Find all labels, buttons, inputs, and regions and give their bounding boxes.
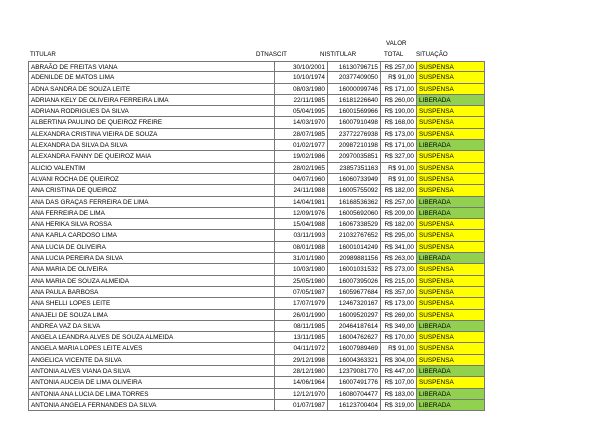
table-row[interactable] [28, 185, 485, 196]
cell-valor-total[interactable]: R$ 190,00 [380, 106, 416, 117]
cell-valor-total[interactable]: R$ 182,00 [380, 219, 416, 230]
cell-valor-total[interactable]: R$ 91,00 [380, 72, 416, 83]
header-dtnascit: DTNASCIT [256, 51, 287, 58]
cell-dtnascit[interactable]: 28/12/1980 [274, 366, 327, 377]
table-row[interactable] [28, 129, 485, 140]
cell-situacao[interactable]: SUSPENSA [416, 117, 485, 128]
table-row[interactable] [28, 208, 485, 219]
table-row[interactable] [28, 276, 485, 287]
cell-nistitular[interactable]: 16130796715 [327, 61, 380, 72]
table-row[interactable] [28, 151, 485, 162]
cell-situacao[interactable]: SUSPENSA [416, 84, 485, 95]
cell-valor-total[interactable]: R$ 171,00 [380, 140, 416, 151]
cell-situacao[interactable]: LIBERADA [416, 321, 485, 332]
cell-titular[interactable]: ANA MARIA DE SOUZA ALMEIDA [28, 276, 274, 287]
cell-valor-total[interactable]: R$ 257,00 [380, 197, 416, 208]
cell-titular[interactable]: ALEXANDRA CRISTINA VIEIRA DE SOUZA [28, 129, 274, 140]
cell-situacao[interactable]: SUSPENSA [416, 219, 485, 230]
table-row[interactable] [28, 163, 485, 174]
cell-valor-total[interactable]: R$ 173,00 [380, 129, 416, 140]
cell-valor-total[interactable]: R$ 91,00 [380, 343, 416, 354]
cell-valor-total[interactable]: R$ 349,00 [380, 321, 416, 332]
cell-valor-total[interactable]: R$ 447,00 [380, 366, 416, 377]
table-row[interactable] [28, 140, 485, 151]
cell-titular[interactable]: ANTONIA ALVES VIANA DA SILVA [28, 366, 274, 377]
cell-nistitular[interactable]: 20987210198 [327, 140, 380, 151]
cell-titular[interactable]: ANA SHELLI LOPES LEITE [28, 298, 274, 309]
cell-dtnascit[interactable]: 26/01/1990 [274, 310, 327, 321]
cell-situacao[interactable]: SUSPENSA [416, 298, 485, 309]
cell-dtnascit[interactable]: 31/01/1980 [274, 253, 327, 264]
cell-situacao[interactable]: SUSPENSA [416, 129, 485, 140]
cell-situacao[interactable]: SUSPENSA [416, 355, 485, 366]
cell-valor-total[interactable]: R$ 341,00 [380, 242, 416, 253]
table-row[interactable] [28, 264, 485, 275]
cell-titular[interactable]: ADRIANA KELY DE OLIVEIRA FERREIRA LIMA [28, 95, 274, 106]
cell-dtnascit[interactable]: 28/07/1985 [274, 129, 327, 140]
table-row[interactable] [28, 117, 485, 128]
cell-nistitular[interactable]: 16060733949 [327, 174, 380, 185]
cell-valor-total[interactable]: R$ 304,00 [380, 355, 416, 366]
cell-nistitular[interactable]: 16001014249 [327, 242, 380, 253]
cell-nistitular[interactable]: 16168536362 [327, 197, 380, 208]
cell-nistitular[interactable]: 16005692060 [327, 208, 380, 219]
cell-valor-total[interactable]: R$ 107,00 [380, 377, 416, 388]
cell-nistitular[interactable]: 16123700404 [327, 400, 380, 411]
table-row[interactable] [28, 219, 485, 230]
cell-situacao[interactable]: SUSPENSA [416, 377, 485, 388]
cell-titular[interactable]: ALBERTINA PAULINO DE QUEIROZ FREIRE [28, 117, 274, 128]
cell-dtnascit[interactable]: 30/10/2001 [274, 61, 327, 72]
table-row[interactable] [28, 298, 485, 309]
cell-nistitular[interactable]: 16067338529 [327, 219, 380, 230]
cell-nistitular[interactable]: 16007491776 [327, 377, 380, 388]
cell-titular[interactable]: ANTONIA ANGELA FERNANDES DA SILVA [28, 400, 274, 411]
cell-titular[interactable]: ANTONIA AUCEIA DE LIMA OLIVEIRA [28, 377, 274, 388]
table-row[interactable] [28, 355, 485, 366]
cell-situacao[interactable]: LIBERADA [416, 400, 485, 411]
cell-valor-total[interactable]: R$ 263,00 [380, 253, 416, 264]
cell-dtnascit[interactable]: 13/11/1985 [274, 332, 327, 343]
table-row[interactable] [28, 287, 485, 298]
cell-dtnascit[interactable]: 05/04/1995 [274, 106, 327, 117]
cell-nistitular[interactable]: 16080704477 [327, 389, 380, 400]
cell-valor-total[interactable]: R$ 168,00 [380, 117, 416, 128]
cell-titular[interactable]: ALVANI ROCHA DE QUEIROZ [28, 174, 274, 185]
cell-situacao[interactable]: SUSPENSA [416, 185, 485, 196]
cell-dtnascit[interactable]: 12/09/1976 [274, 208, 327, 219]
cell-titular[interactable]: ANAJELI DE SOUZA LIMA [28, 310, 274, 321]
cell-valor-total[interactable]: R$ 182,00 [380, 185, 416, 196]
cell-valor-total[interactable]: R$ 273,00 [380, 264, 416, 275]
cell-dtnascit[interactable]: 01/07/1987 [274, 400, 327, 411]
cell-nistitular[interactable]: 16007910498 [327, 117, 380, 128]
table-row[interactable] [28, 321, 485, 332]
cell-nistitular[interactable]: 16009520297 [327, 310, 380, 321]
header-titular: TITULAR [30, 51, 56, 58]
cell-situacao[interactable]: SUSPENSA [416, 310, 485, 321]
cell-valor-total[interactable]: R$ 357,00 [380, 287, 416, 298]
cell-nistitular[interactable]: 12467320167 [327, 298, 380, 309]
table-row[interactable] [28, 343, 485, 354]
cell-nistitular[interactable]: 16059677684 [327, 287, 380, 298]
cell-valor-total[interactable]: R$ 173,00 [380, 298, 416, 309]
cell-situacao[interactable]: SUSPENSA [416, 343, 485, 354]
cell-nistitular[interactable]: 20464187614 [327, 321, 380, 332]
cell-titular[interactable]: ALEXANDRA FANNY DE QUEIROZ MAIA [28, 151, 274, 162]
cell-titular[interactable]: ADNA SANDRA DE SOUZA LEITE [28, 84, 274, 95]
cell-situacao[interactable]: SUSPENSA [416, 72, 485, 83]
table-row[interactable] [28, 174, 485, 185]
cell-dtnascit[interactable]: 10/03/1980 [274, 264, 327, 275]
cell-valor-total[interactable]: R$ 183,00 [380, 389, 416, 400]
cell-nistitular[interactable]: 16001031532 [327, 264, 380, 275]
table-row[interactable] [28, 253, 485, 264]
cell-situacao[interactable]: LIBERADA [416, 253, 485, 264]
table-row[interactable] [28, 61, 485, 72]
cell-situacao[interactable]: LIBERADA [416, 389, 485, 400]
table-row[interactable] [28, 95, 485, 106]
cell-situacao[interactable]: LIBERADA [416, 208, 485, 219]
cell-titular[interactable]: ANGELICA VICENTE DA SILVA [28, 355, 274, 366]
cell-nistitular[interactable]: 16000099746 [327, 84, 380, 95]
cell-situacao[interactable]: SUSPENSA [416, 174, 485, 185]
cell-valor-total[interactable]: R$ 91,00 [380, 174, 416, 185]
table-row[interactable] [28, 400, 485, 411]
table-row[interactable] [28, 230, 485, 241]
cell-dtnascit[interactable]: 10/10/1974 [274, 72, 327, 83]
table-row[interactable] [28, 197, 485, 208]
cell-situacao[interactable]: SUSPENSA [416, 230, 485, 241]
cell-situacao[interactable]: SUSPENSA [416, 151, 485, 162]
cell-dtnascit[interactable]: 07/05/1987 [274, 287, 327, 298]
cell-titular[interactable]: ANGELA LEANDRA ALVES DE SOUZA ALMEIDA [28, 332, 274, 343]
cell-situacao[interactable]: LIBERADA [416, 140, 485, 151]
cell-nistitular[interactable]: 16001569966 [327, 106, 380, 117]
cell-dtnascit[interactable]: 14/06/1964 [274, 377, 327, 388]
cell-dtnascit[interactable]: 15/04/1988 [274, 219, 327, 230]
cell-nistitular[interactable]: 16005755092 [327, 185, 380, 196]
cell-dtnascit[interactable]: 14/04/1981 [274, 197, 327, 208]
cell-situacao[interactable]: SUSPENSA [416, 242, 485, 253]
cell-situacao[interactable]: SUSPENSA [416, 332, 485, 343]
cell-nistitular[interactable]: 20377409050 [327, 72, 380, 83]
table-row[interactable] [28, 84, 485, 95]
cell-situacao[interactable]: LIBERADA [416, 95, 485, 106]
cell-titular[interactable]: ADENILDE DE MATOS LIMA [28, 72, 274, 83]
table-row[interactable] [28, 242, 485, 253]
cell-nistitular[interactable]: 12379081770 [327, 366, 380, 377]
cell-nistitular[interactable]: 16004363321 [327, 355, 380, 366]
cell-titular[interactable]: ALICIO VALENTIM [28, 163, 274, 174]
cell-nistitular[interactable]: 16181226640 [327, 95, 380, 106]
cell-nistitular[interactable]: 16007395026 [327, 276, 380, 287]
cell-dtnascit[interactable]: 04/11/1972 [274, 343, 327, 354]
cell-dtnascit[interactable]: 08/01/1988 [274, 242, 327, 253]
cell-titular[interactable]: ANA KARLA CARDOSO LIMA [28, 230, 274, 241]
cell-nistitular[interactable]: 16004762627 [327, 332, 380, 343]
cell-dtnascit[interactable]: 22/11/1985 [274, 95, 327, 106]
cell-valor-total[interactable]: R$ 209,00 [380, 208, 416, 219]
cell-valor-total[interactable]: R$ 260,00 [380, 95, 416, 106]
cell-dtnascit[interactable]: 04/07/1960 [274, 174, 327, 185]
cell-dtnascit[interactable]: 25/05/1980 [274, 276, 327, 287]
table-row[interactable] [28, 72, 485, 83]
header-valor: VALOR [386, 40, 407, 47]
cell-dtnascit[interactable]: 01/02/1977 [274, 140, 327, 151]
cell-dtnascit[interactable]: 28/02/1965 [274, 163, 327, 174]
cell-dtnascit[interactable]: 29/12/1998 [274, 355, 327, 366]
cell-titular[interactable]: ANA MARIA DE OLIVEIRA [28, 264, 274, 275]
cell-valor-total[interactable]: R$ 170,00 [380, 332, 416, 343]
cell-titular[interactable]: ANA LUCIA PEREIRA DA SILVA [28, 253, 274, 264]
table-row[interactable] [28, 106, 485, 117]
cell-nistitular[interactable]: 20970035851 [327, 151, 380, 162]
cell-situacao[interactable]: LIBERADA [416, 366, 485, 377]
cell-situacao[interactable]: SUSPENSA [416, 106, 485, 117]
cell-titular[interactable]: ANA LUCIA DE OLIVEIRA [28, 242, 274, 253]
cell-titular[interactable]: ANA DAS GRAÇAS FERREIRA DE LIMA [28, 197, 274, 208]
cell-valor-total[interactable]: R$ 171,00 [380, 84, 416, 95]
cell-valor-total[interactable]: R$ 257,00 [380, 61, 416, 72]
cell-dtnascit[interactable]: 17/07/1979 [274, 298, 327, 309]
cell-dtnascit[interactable]: 12/12/1970 [274, 389, 327, 400]
cell-dtnascit[interactable]: 03/11/1993 [274, 230, 327, 241]
cell-situacao[interactable]: LIBERADA [416, 197, 485, 208]
cell-valor-total[interactable]: R$ 91,00 [380, 163, 416, 174]
cell-nistitular[interactable]: 23772276938 [327, 129, 380, 140]
table-row[interactable] [28, 310, 485, 321]
cell-valor-total[interactable]: R$ 295,00 [380, 230, 416, 241]
cell-situacao[interactable]: SUSPENSA [416, 276, 485, 287]
cell-titular[interactable]: ANA CRISTINA DE QUEIROZ [28, 185, 274, 196]
cell-nistitular[interactable]: 16007989469 [327, 343, 380, 354]
cell-dtnascit[interactable]: 14/03/1970 [274, 117, 327, 128]
cell-titular[interactable]: ANA PAULA BARBOSA [28, 287, 274, 298]
cell-valor-total[interactable]: R$ 327,00 [380, 151, 416, 162]
cell-nistitular[interactable]: 21032767652 [327, 230, 380, 241]
cell-valor-total[interactable]: R$ 319,00 [380, 400, 416, 411]
cell-titular[interactable]: ALEXANDRA DA SILVA DA SILVA [28, 140, 274, 151]
cell-titular[interactable]: ANGELA MARIA LOPES LEITE ALVES [28, 343, 274, 354]
table-row[interactable] [28, 332, 485, 343]
cell-situacao[interactable]: SUSPENSA [416, 264, 485, 275]
cell-valor-total[interactable]: R$ 269,00 [380, 310, 416, 321]
header-situacao: SITUAÇÃO [416, 51, 448, 58]
cell-situacao[interactable]: SUSPENSA [416, 287, 485, 298]
cell-situacao[interactable]: SUSPENSA [416, 163, 485, 174]
table-row[interactable] [28, 389, 485, 400]
cell-titular[interactable]: ABRAÃO DE FREITAS VIANA [28, 61, 274, 72]
cell-nistitular[interactable]: 23857351163 [327, 163, 380, 174]
cell-dtnascit[interactable]: 08/03/1980 [274, 84, 327, 95]
table-row[interactable] [28, 366, 485, 377]
cell-nistitular[interactable]: 20989881156 [327, 253, 380, 264]
cell-titular[interactable]: ANDREA VAZ DA SILVA [28, 321, 274, 332]
cell-situacao[interactable]: SUSPENSA [416, 61, 485, 72]
cell-dtnascit[interactable]: 19/02/1986 [274, 151, 327, 162]
cell-titular[interactable]: ANA HERIKA SILVA ROSSA [28, 219, 274, 230]
header-valor-total: TOTAL [384, 51, 404, 58]
cell-titular[interactable]: ANA FERREIRA DE LIMA [28, 208, 274, 219]
cell-titular[interactable]: ADRIANA RODRIGUES DA SILVA [28, 106, 274, 117]
data-table [28, 61, 485, 411]
cell-dtnascit[interactable]: 24/11/1988 [274, 185, 327, 196]
table-row[interactable] [28, 377, 485, 388]
header-nistitular: NISTITULAR [320, 51, 357, 58]
cell-valor-total[interactable]: R$ 215,00 [380, 276, 416, 287]
cell-titular[interactable]: ANTONIA ANA LUCIA DE LIMA TORRES [28, 389, 274, 400]
cell-dtnascit[interactable]: 08/11/1985 [274, 321, 327, 332]
